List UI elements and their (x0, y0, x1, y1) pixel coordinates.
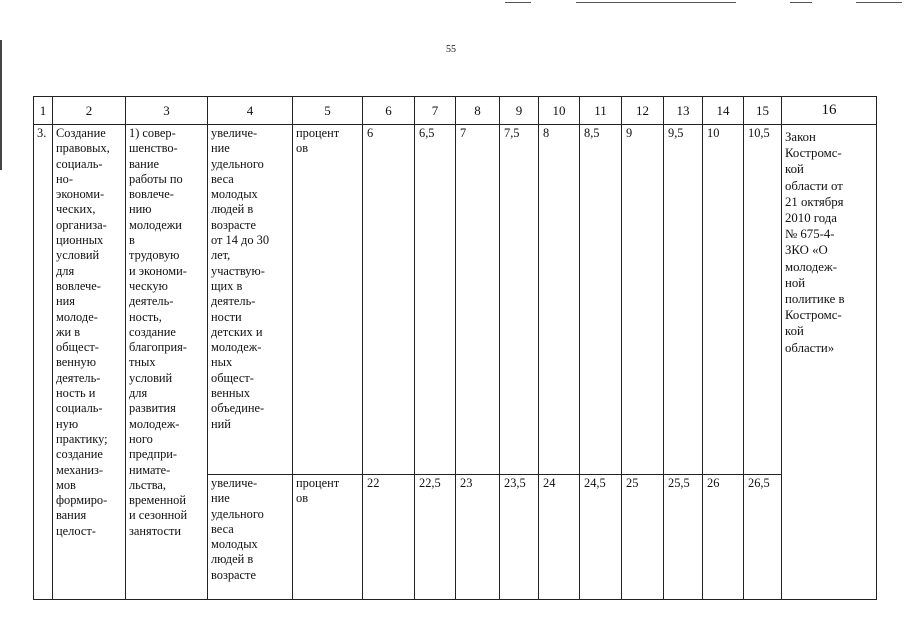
cell-line: ческую (129, 278, 168, 293)
cell-line: условий (56, 248, 100, 263)
value-cell: 25,5 (664, 475, 703, 600)
cell-line: молодеж- (785, 259, 838, 274)
cell-line: людей в (211, 552, 254, 567)
cell-line: для (129, 386, 148, 401)
value-cell: 10 (703, 125, 744, 475)
cell-line: ние (211, 141, 230, 156)
cell-line: вовлече- (129, 187, 174, 202)
value-cell: 26,5 (744, 475, 782, 600)
cell-line: ных (211, 355, 233, 370)
cell-line: деятель- (129, 294, 174, 309)
value-cell: 23,5 (500, 475, 539, 600)
cell-line: экономи- (56, 187, 105, 202)
cell-line: благоприя- (129, 340, 187, 355)
cell-line: ческих, (56, 202, 96, 217)
header-cell: 13 (664, 97, 703, 125)
cell-line: деятель- (56, 370, 101, 385)
cell-line: ность, (129, 309, 162, 324)
cell-line: нию (129, 202, 152, 217)
cell-line: предпри- (129, 447, 178, 462)
cell-line: Создание (56, 126, 106, 140)
value-cell: 6 (363, 125, 415, 475)
cell-line: социаль- (56, 401, 103, 416)
value-cell: 10,5 (744, 125, 782, 475)
cell-line: условий (129, 370, 173, 385)
task-cell (126, 125, 208, 600)
cell-line: Закон (785, 130, 816, 144)
cell-line: молоде- (56, 309, 98, 324)
cell-line: занятости (129, 523, 182, 538)
header-cell: 14 (703, 97, 744, 125)
cell-line: ного (129, 431, 153, 446)
cell-line: нимате- (129, 462, 171, 477)
cell-line: увеличе- (211, 126, 258, 140)
cell-line: правовых, (56, 141, 110, 156)
cell-line: молодых (211, 187, 258, 202)
cell-line: шенство- (129, 141, 178, 156)
cell-line: ов (296, 491, 309, 506)
header-cell: 5 (293, 97, 363, 125)
value-cell: 8,5 (580, 125, 622, 475)
cell-line: ния (56, 294, 75, 309)
header-cell: 1 (34, 97, 53, 125)
cell-line: венную (56, 355, 96, 370)
header-cell: 4 (208, 97, 293, 125)
scan-top-line (856, 2, 902, 3)
value-cell: 22 (363, 475, 415, 600)
cell-line: молодеж- (129, 416, 180, 431)
value-cell: 7,5 (500, 125, 539, 475)
cell-line: венных (211, 386, 251, 401)
cell-line: льства, (129, 477, 167, 492)
value-cell: 23 (456, 475, 500, 600)
cell-line: создание (56, 447, 103, 462)
cell-line: ную (56, 416, 79, 431)
scan-top-line (505, 2, 531, 3)
cell-line: общест- (211, 370, 254, 385)
cell-line: 2010 года (785, 211, 837, 226)
cell-line: ний (211, 416, 231, 431)
cell-line: трудовую (129, 248, 180, 263)
cell-line: молодежи (129, 217, 182, 232)
cell-line: кой (785, 162, 804, 177)
cell-line: организа- (56, 217, 107, 232)
law-cell (782, 125, 877, 600)
cell-line: политике в (785, 292, 845, 307)
cell-line: увеличе- (211, 476, 258, 490)
cell-line: 21 октября (785, 194, 844, 209)
cell-line: формиро- (56, 493, 108, 508)
header-cell: 8 (456, 97, 500, 125)
cell-line: и сезонной (129, 508, 188, 523)
cell-line: молодых (211, 537, 258, 552)
goal-cell (53, 125, 126, 600)
header-cell: 12 (622, 97, 664, 125)
value-cell: 6,5 (415, 125, 456, 475)
cell-line: 1) совер- (129, 126, 176, 140)
cell-line: области от (785, 178, 843, 193)
program-table (33, 96, 877, 600)
cell-line: вание (129, 156, 159, 171)
value-cell: 22,5 (415, 475, 456, 600)
cell-line: веса (211, 521, 234, 536)
cell-line: для (56, 263, 75, 278)
cell-line: объедине- (211, 401, 265, 416)
cell-line: лет, (211, 248, 231, 263)
value-cell: 24,5 (580, 475, 622, 600)
value-cell: 8 (539, 125, 580, 475)
cell-line: вания (56, 508, 87, 523)
cell-line: кой (785, 324, 804, 339)
cell-line: ной (785, 275, 806, 290)
cell-line: в (129, 233, 135, 248)
cell-line: ов (296, 141, 309, 156)
cell-line: области» (785, 340, 835, 355)
cell-line: удельного (211, 506, 264, 521)
header-cell: 2 (53, 97, 126, 125)
cell-line: молодеж- (211, 340, 262, 355)
header-cell: 7 (415, 97, 456, 125)
cell-line: временной (129, 493, 186, 508)
cell-line: тных (129, 355, 156, 370)
value-cell: 7 (456, 125, 500, 475)
scan-left-edge (0, 40, 2, 170)
value-cell: 26 (703, 475, 744, 600)
header-cell: 6 (363, 97, 415, 125)
cell-line: участвую- (211, 263, 265, 278)
cell-line: ционных (56, 233, 104, 248)
cell-line: механиз- (56, 462, 103, 477)
cell-line: возрасте (211, 217, 256, 232)
value-cell: 25 (622, 475, 664, 600)
cell-line: работы по (129, 171, 183, 186)
cell-line: детских и (211, 324, 263, 339)
indicator-cell (208, 125, 293, 475)
cell-line: и экономи- (129, 263, 187, 278)
cell-line: вовлече- (56, 278, 101, 293)
cell-line: удельного (211, 156, 264, 171)
header-cell: 15 (744, 97, 782, 125)
cell-line: социаль- (56, 156, 103, 171)
cell-line: ние (211, 491, 230, 506)
cell-line: веса (211, 171, 234, 186)
unit-cell (293, 125, 363, 475)
cell-line: людей в (211, 202, 254, 217)
cell-line: жи в (56, 324, 81, 339)
cell-line: деятель- (211, 294, 256, 309)
cell-line: Костромс- (785, 146, 842, 161)
header-cell: 9 (500, 97, 539, 125)
cell-line: ность и (56, 386, 96, 401)
cell-line: ности (211, 309, 242, 324)
value-cell: 9,5 (664, 125, 703, 475)
cell-line: возрасте (211, 567, 256, 582)
cell-line: мов (56, 477, 76, 492)
cell-line: развития (129, 401, 176, 416)
header-cell: 16 (782, 97, 877, 125)
unit-cell (293, 475, 363, 600)
cell-line: Костромс- (785, 308, 842, 323)
table-row (34, 125, 877, 475)
cell-line: процент (296, 126, 340, 140)
cell-line: но- (56, 171, 73, 186)
value-cell: 9 (622, 125, 664, 475)
cell-line: процент (296, 476, 340, 490)
cell-line: от 14 до 30 (211, 233, 270, 248)
value-cell: 24 (539, 475, 580, 600)
cell-line: целост- (56, 523, 96, 538)
header-cell: 11 (580, 97, 622, 125)
header-cell: 10 (539, 97, 580, 125)
indicator-cell (208, 475, 293, 600)
header-cell: 3 (126, 97, 208, 125)
scan-top-line (790, 2, 812, 3)
cell-line: ЗКО «О (785, 243, 828, 258)
scan-top-line (576, 2, 736, 3)
cell-line: создание (129, 324, 176, 339)
cell-line: практику; (56, 431, 108, 446)
row-number: 3. (34, 125, 53, 600)
cell-line: щих в (211, 278, 243, 293)
page-number: 55 (446, 44, 456, 55)
cell-line: общест- (56, 340, 99, 355)
cell-line: № 675-4- (785, 227, 835, 242)
header-row (34, 97, 877, 125)
